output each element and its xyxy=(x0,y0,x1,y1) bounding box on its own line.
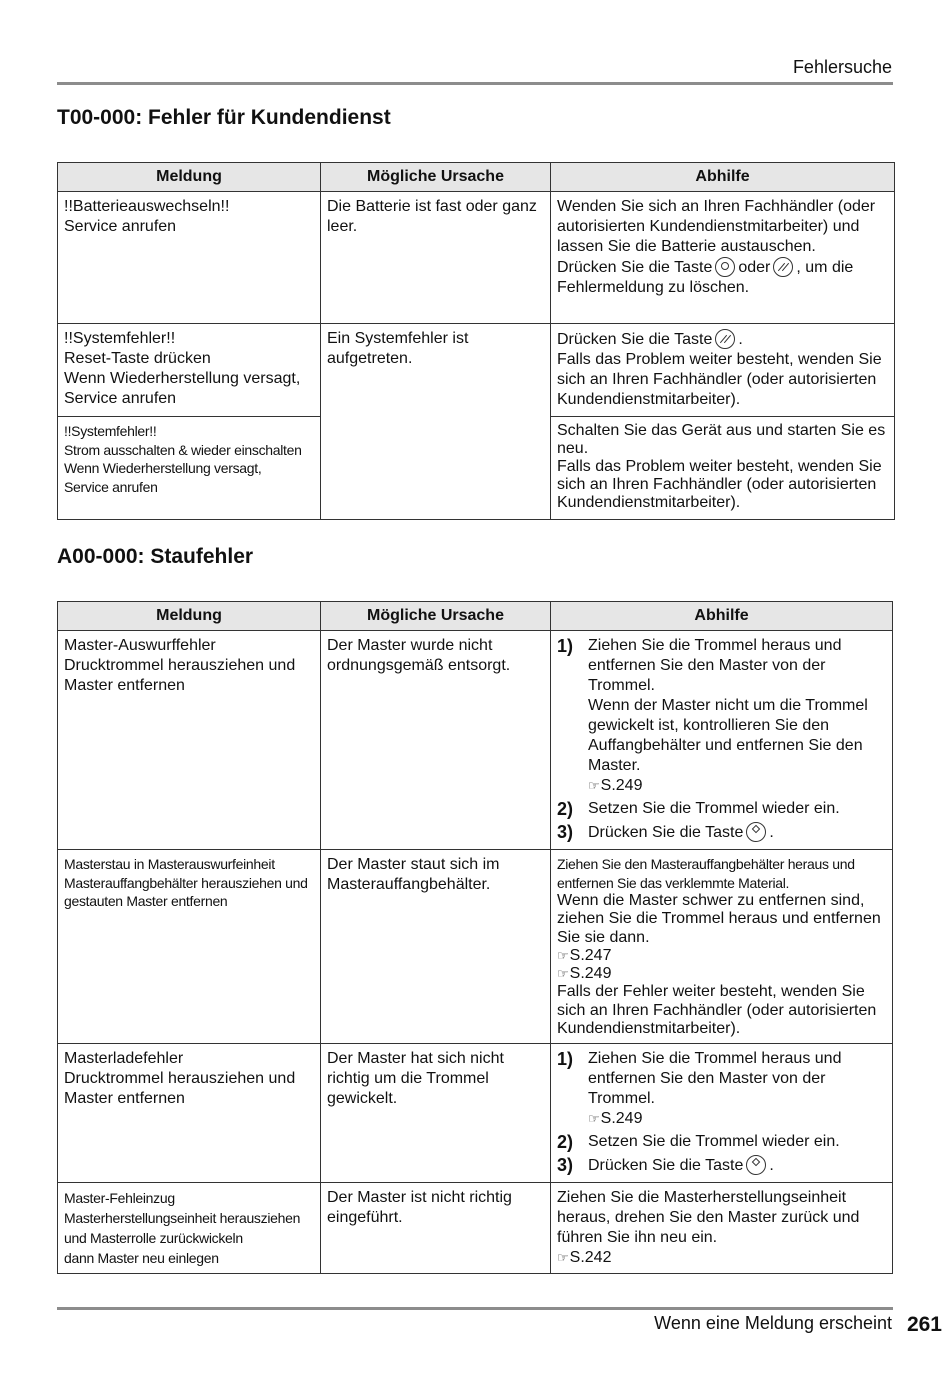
message-cell xyxy=(58,417,321,520)
reset-key-icon xyxy=(715,329,735,349)
message-line: Service anrufen xyxy=(64,478,158,495)
remedy-cell xyxy=(551,417,895,520)
page-reference: ☞ S.249 xyxy=(588,776,886,796)
remedy-step xyxy=(557,822,886,843)
step-text: Ziehen Sie die Trommel heraus und entfernen Sie den Master von der Trommel. xyxy=(588,1050,842,1108)
column-header-message: Meldung xyxy=(58,163,321,192)
step-text: Setzen Sie die Trommel wieder ein. xyxy=(588,1133,840,1151)
message-line: Master-Auswurffehler xyxy=(64,637,216,654)
cause-cell: Der Master ist nicht richtig eingeführt. xyxy=(321,1183,551,1274)
message-line: !!Systemfehler!! xyxy=(64,330,176,347)
section-title-a00: A00-000: Staufehler xyxy=(57,545,254,568)
table-row xyxy=(58,1044,893,1183)
remedy-text: Falls das Problem weiter besteht, wenden Sie sich an Ihren Fachhändler (oder autorisierten Kundendienstmitarbeiter). xyxy=(557,458,882,511)
message-cell xyxy=(58,850,321,1044)
step-number: 1) xyxy=(557,636,574,656)
cause-cell: Ein Systemfehler ist aufgetreten. xyxy=(321,324,551,520)
table-row xyxy=(58,1183,893,1274)
remedy-cell xyxy=(551,1044,893,1183)
message-line: Masterstau in Masterauswurfeinheit xyxy=(64,856,275,872)
step-number: 2) xyxy=(557,1132,574,1153)
step-text: Drücken Sie die Taste xyxy=(588,1157,744,1175)
column-header-remedy: Abhilfe xyxy=(551,602,893,631)
table-row xyxy=(58,324,895,417)
table-a00 xyxy=(57,601,893,1274)
message-line: und Masterrolle zurückwickeln xyxy=(64,1230,243,1247)
page-reference: ☞ S.249 xyxy=(588,1109,886,1129)
remedy-text: Wenn die Master schwer zu entfernen sind, ziehen Sie die Trommel heraus und entfernen Sie sie dann. xyxy=(557,892,881,946)
remedy-text: Ziehen Sie den Masterauffangbehälter heraus und entfernen Sie das verklemmte Material. xyxy=(557,856,855,891)
message-line: !!Batterieauswechseln!! xyxy=(64,198,230,215)
remedy-cell xyxy=(551,850,893,1044)
message-cell xyxy=(58,324,321,417)
step-number: 3) xyxy=(557,1155,574,1176)
remedy-text: Schalten Sie das Gerät aus und starten Sie es neu. xyxy=(557,422,886,457)
remedy-text: Ziehen Sie die Masterherstellungseinheit heraus, drehen Sie den Master zurück und führen Sie ihn neu ein. xyxy=(557,1189,860,1247)
message-line: Reset-Taste drücken xyxy=(64,350,211,367)
message-cell xyxy=(58,1044,321,1183)
start-key-icon xyxy=(746,822,766,842)
remedy-text: oder xyxy=(738,259,771,276)
footer-chapter-title: Wenn eine Meldung erscheint xyxy=(654,1313,892,1333)
message-line: Service anrufen xyxy=(64,390,177,407)
cause-cell: Der Master hat sich nicht richtig um die Trommel gewickelt. xyxy=(321,1044,551,1183)
remedy-cell xyxy=(551,192,895,324)
message-line: Drucktrommel herausziehen und Master entfernen xyxy=(64,657,296,694)
stop-key-icon xyxy=(715,257,735,277)
column-header-message: Meldung xyxy=(58,602,321,631)
message-line: dann Master neu einlegen xyxy=(64,1250,219,1267)
page-reference: ☞ S.242 xyxy=(557,1248,886,1268)
step-text: Setzen Sie die Trommel wieder ein. xyxy=(588,800,840,817)
table-row xyxy=(58,192,895,324)
message-cell xyxy=(58,192,321,324)
step-text: . xyxy=(769,824,774,841)
table-header-row xyxy=(58,602,893,631)
step-number: 3) xyxy=(557,822,574,842)
cause-cell: Die Batterie ist fast oder ganz leer. xyxy=(321,192,551,324)
message-line: Master-Fehleinzug xyxy=(64,1190,175,1207)
table-row xyxy=(58,850,893,1044)
cause-cell: Der Master staut sich im Masterauffangbehälter. xyxy=(321,850,551,1044)
page-number: 261 xyxy=(906,1313,942,1336)
message-line: Wenn Wiederherstellung versagt, xyxy=(64,370,301,387)
remedy-text: . xyxy=(738,331,743,348)
step-text: . xyxy=(769,1157,774,1175)
reset-key-icon xyxy=(773,257,793,277)
remedy-step xyxy=(557,799,886,819)
page-reference: ☞ S.249 xyxy=(557,965,886,983)
table-header-row xyxy=(58,163,895,192)
column-header-cause: Mögliche Ursache xyxy=(321,602,551,631)
message-line: !!Systemfehler!! xyxy=(64,423,157,439)
table-row xyxy=(58,631,893,850)
remedy-step xyxy=(557,1132,886,1152)
remedy-text: Drücken Sie die Taste xyxy=(557,331,713,348)
cause-cell: Der Master wurde nicht ordnungsgemäß entsorgt. xyxy=(321,631,551,850)
page-reference: ☞ S.247 xyxy=(557,947,886,965)
message-line: Masterauffangbehälter herausziehen und gestauten Master entfernen xyxy=(64,874,308,909)
step-text: Drücken Sie die Taste xyxy=(588,824,744,841)
remedy-text: Drücken Sie die Taste xyxy=(557,259,713,276)
remedy-text: , um die Fehlermeldung zu löschen. xyxy=(557,259,854,296)
message-line: Masterherstellungseinheit herausziehen xyxy=(64,1210,301,1227)
step-number: 1) xyxy=(557,1049,574,1070)
message-line: Wenn Wiederherstellung versagt, xyxy=(64,460,262,476)
remedy-cell xyxy=(551,1183,893,1274)
column-header-remedy: Abhilfe xyxy=(551,163,895,192)
message-line: Masterladefehler xyxy=(64,1050,184,1068)
remedy-step xyxy=(557,1049,886,1129)
remedy-cell xyxy=(551,324,895,417)
message-cell xyxy=(58,1183,321,1274)
remedy-text: Falls der Fehler weiter besteht, wenden Sie sich an Ihren Fachhändler (oder autorisierten Kundendienstmitarbeiter). xyxy=(557,983,877,1038)
start-key-icon xyxy=(746,1155,766,1175)
table-t00 xyxy=(57,162,895,520)
step-text: Ziehen Sie die Trommel heraus und entfernen Sie den Master von der Trommel. xyxy=(588,637,842,694)
remedy-text: Falls das Problem weiter besteht, wenden Sie sich an Ihren Fachhändler (oder autorisierten Kundendienstmitarbeiter). xyxy=(557,351,882,408)
remedy-text: Wenden Sie sich an Ihren Fachhändler (oder autorisierten Kundendienstmitarbeiter) und lassen Sie die Batterie austauschen. xyxy=(557,198,876,255)
header-rule xyxy=(57,82,893,85)
header-section-title: Fehlersuche xyxy=(792,57,892,77)
footer-rule xyxy=(57,1307,893,1310)
message-line: Service anrufen xyxy=(64,218,177,235)
step-text: Wenn der Master nicht um die Trommel gewickelt ist, kontrollieren Sie den Auffangbehälter und entfernen Sie den Master. xyxy=(588,697,868,774)
message-line: Strom ausschalten & wieder einschalten xyxy=(64,441,302,458)
message-line: Drucktrommel herausziehen und Master entfernen xyxy=(64,1070,296,1108)
column-header-cause: Mögliche Ursache xyxy=(321,163,551,192)
message-cell xyxy=(58,631,321,850)
remedy-cell xyxy=(551,631,893,850)
step-number: 2) xyxy=(557,799,574,819)
remedy-step xyxy=(557,1155,886,1176)
remedy-step xyxy=(557,636,886,796)
section-title-t00: T00-000: Fehler für Kundendienst xyxy=(57,106,391,129)
